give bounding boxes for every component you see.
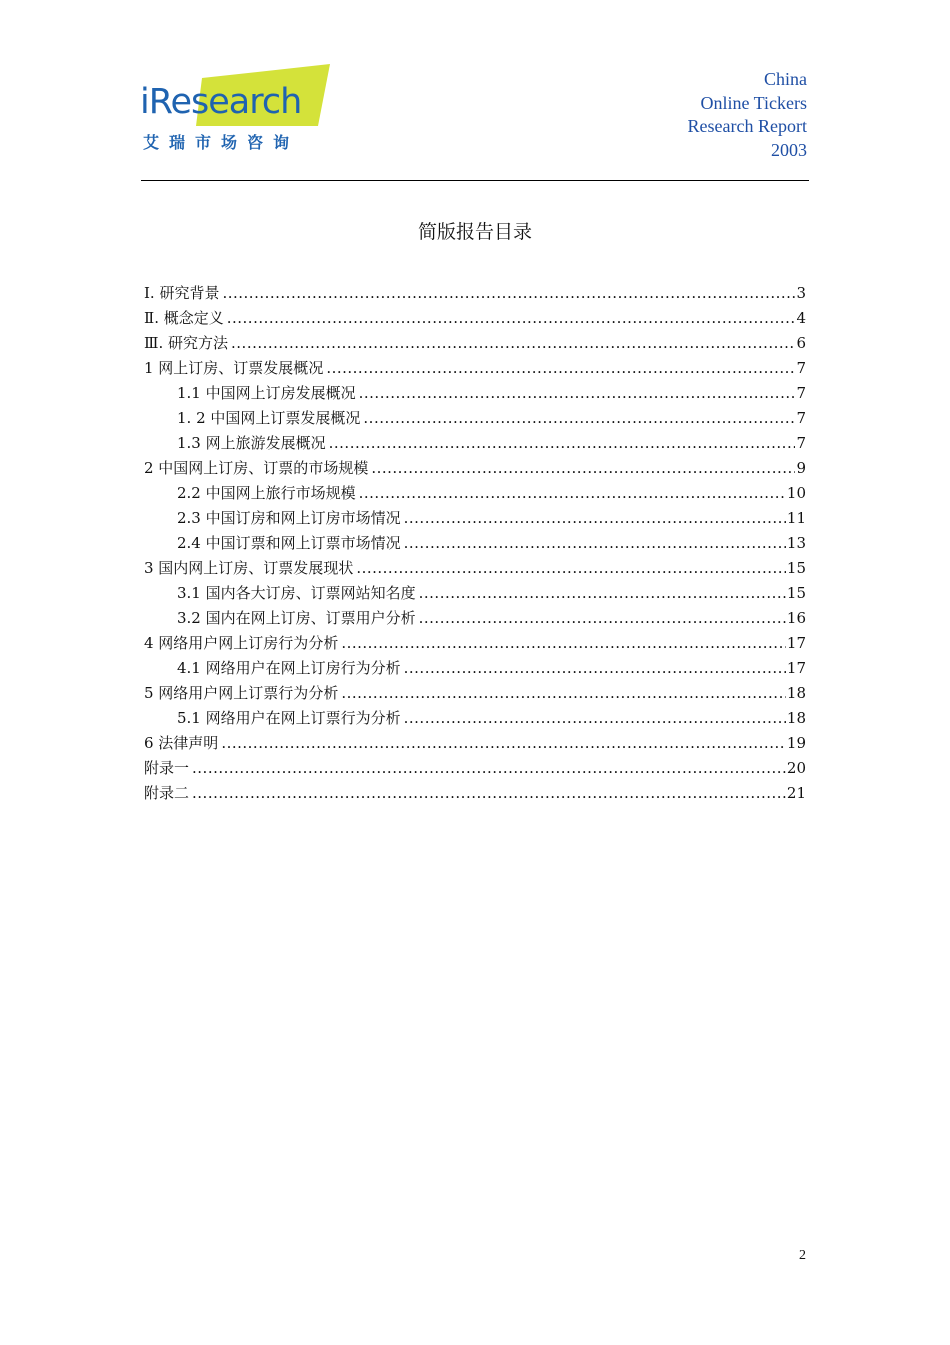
toc-entry-page: 16 xyxy=(786,609,806,627)
toc-dot-leader xyxy=(359,381,796,406)
toc-dot-leader xyxy=(231,331,795,356)
toc-dot-leader xyxy=(341,631,786,656)
toc-entry-label: 2.3 中国订房和网上订房市场情况 xyxy=(177,509,401,527)
iresearch-logo xyxy=(140,64,340,156)
toc-entry-label: 5.1 网络用户在网上订票行为分析 xyxy=(177,709,401,727)
toc-dot-leader xyxy=(221,731,786,756)
toc-entry-label: Ⅲ. 研究方法 xyxy=(144,334,229,352)
toc-entry-page: 11 xyxy=(786,509,806,527)
toc-entry[interactable] xyxy=(144,281,806,306)
toc-entry-page: 7 xyxy=(796,384,806,402)
toc-dot-leader xyxy=(326,356,795,381)
page-number: 2 xyxy=(799,1248,806,1263)
toc-entry-page: 7 xyxy=(796,359,806,377)
header-divider xyxy=(141,180,809,181)
toc-entry-page: 15 xyxy=(786,584,806,602)
toc-entry-label: 6 法律声明 xyxy=(144,734,219,752)
toc-entry[interactable] xyxy=(144,556,806,581)
toc-dot-leader xyxy=(359,481,786,506)
toc-entry-page: 20 xyxy=(786,759,806,777)
toc-entry-label: 1 网上订房、订票发展概况 xyxy=(144,359,324,377)
toc-entry-label: 2.4 中国订票和网上订票市场情况 xyxy=(177,534,401,552)
toc-entry[interactable] xyxy=(144,656,806,681)
toc-entry-label: 4.1 网络用户在网上订房行为分析 xyxy=(177,659,401,677)
toc-entry-page: 17 xyxy=(786,634,806,652)
toc-dot-leader xyxy=(227,306,796,331)
toc-entry-label: 1.1 中国网上订房发展概况 xyxy=(177,384,356,402)
toc-dot-leader xyxy=(419,581,786,606)
toc-entry-label: Ⅱ. 概念定义 xyxy=(144,309,224,327)
toc-entry[interactable] xyxy=(144,581,806,606)
toc-entry-label: 4 网络用户网上订房行为分析 xyxy=(144,634,339,652)
toc-entry-page: 21 xyxy=(786,784,806,802)
toc-entry-label: 附录二 xyxy=(144,784,190,802)
toc-heading: 简版报告目录 xyxy=(417,221,532,243)
toc-dot-leader xyxy=(192,756,786,781)
toc-entry-page: 19 xyxy=(786,734,806,752)
toc-entry-label: 1. 2 中国网上订票发展概况 xyxy=(177,409,361,427)
toc-entry[interactable] xyxy=(144,306,806,331)
toc-entry-label: 附录一 xyxy=(144,759,190,777)
toc-entry[interactable] xyxy=(144,706,806,731)
toc-dot-leader xyxy=(404,656,786,681)
toc-entry-label: Ⅰ. 研究背景 xyxy=(144,284,220,302)
toc-entry[interactable] xyxy=(144,756,806,781)
toc-entry[interactable] xyxy=(144,681,806,706)
toc-entry-page: 18 xyxy=(786,684,806,702)
toc-entry-label: 2.2 中国网上旅行市场规模 xyxy=(177,484,356,502)
report-title xyxy=(688,68,807,162)
report-title-line: Research Report xyxy=(687,116,807,136)
toc-dot-leader xyxy=(341,681,786,706)
toc-entry-label: 3 国内网上订房、订票发展现状 xyxy=(144,559,354,577)
toc-entry-page: 3 xyxy=(796,284,806,302)
toc-dot-leader xyxy=(356,556,786,581)
toc-entry[interactable] xyxy=(144,731,806,756)
toc-entry[interactable] xyxy=(144,781,806,806)
toc-dot-leader xyxy=(363,406,795,431)
toc-dot-leader xyxy=(329,431,796,456)
toc-dot-leader xyxy=(404,531,786,556)
toc-entry[interactable] xyxy=(144,481,806,506)
toc-dot-leader xyxy=(404,506,786,531)
toc-entry-label: 3.1 国内各大订房、订票网站知名度 xyxy=(177,584,416,602)
logo-wordmark: iResearch xyxy=(140,82,302,122)
logo-tagline: 艾瑞市场咨询 xyxy=(143,133,300,152)
toc-entry[interactable] xyxy=(144,331,806,356)
report-title-line: 2003 xyxy=(771,139,807,160)
toc-entry-page: 13 xyxy=(786,534,806,552)
report-title-line: Online Tickers xyxy=(700,92,807,113)
toc-entry-label: 2 中国网上订房、订票的市场规模 xyxy=(144,459,369,477)
toc-entry[interactable] xyxy=(144,381,806,406)
toc-dot-leader xyxy=(192,781,786,806)
toc-entry-page: 7 xyxy=(796,434,806,452)
toc-entry[interactable] xyxy=(144,431,806,456)
toc-dot-leader xyxy=(222,281,795,306)
toc-entry-page: 9 xyxy=(796,459,806,477)
toc-entry[interactable] xyxy=(144,406,806,431)
toc-entry-page: 18 xyxy=(786,709,806,727)
toc-dot-leader xyxy=(419,606,786,631)
toc-entry-page: 7 xyxy=(796,409,806,427)
toc-entry-page: 4 xyxy=(796,309,806,327)
toc-entry-label: 5 网络用户网上订票行为分析 xyxy=(144,684,339,702)
toc-dot-leader xyxy=(371,456,795,481)
toc-dot-leader xyxy=(404,706,786,731)
toc-entry[interactable] xyxy=(144,531,806,556)
toc-entry-page: 15 xyxy=(786,559,806,577)
toc-entry[interactable] xyxy=(144,606,806,631)
toc-entry[interactable] xyxy=(144,506,806,531)
table-of-contents xyxy=(144,281,806,806)
report-title-line: China xyxy=(764,69,807,89)
toc-entry-page: 6 xyxy=(796,334,806,352)
toc-entry-label: 3.2 国内在网上订房、订票用户分析 xyxy=(177,609,416,627)
toc-entry[interactable] xyxy=(144,456,806,481)
toc-entry[interactable] xyxy=(144,356,806,381)
toc-entry[interactable] xyxy=(144,631,806,656)
toc-entry-page: 17 xyxy=(786,659,806,677)
toc-entry-label: 1.3 网上旅游发展概况 xyxy=(177,434,326,452)
toc-entry-page: 10 xyxy=(786,484,806,502)
